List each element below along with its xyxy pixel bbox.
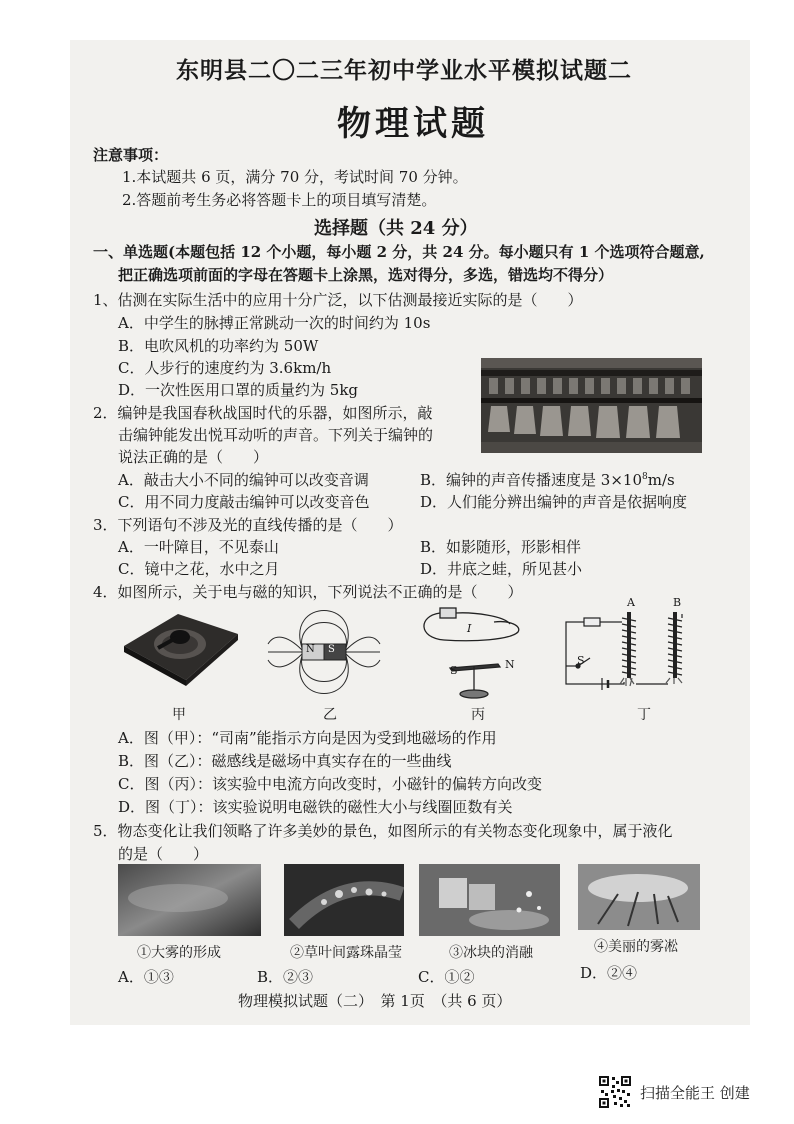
q1-stem: 1、估测在实际生活中的应用十分广泛，以下估测最接近实际的是（ ）	[93, 291, 583, 309]
subject-title: 物理试题	[337, 104, 489, 144]
figure-jia-sinan	[116, 604, 242, 686]
q2-stem-line3: 说法正确的是（ ）	[118, 448, 269, 466]
caption-ice: ③冰块的消融	[449, 945, 533, 961]
figure-ding-electromagnets	[560, 596, 710, 704]
q2-option-b-text: B．编钟的声音传播速度是 3×10	[420, 471, 642, 489]
q5-option-c: C．①②	[418, 968, 475, 986]
q5-option-a: A．①③	[118, 968, 174, 986]
q1-option-a: A．中学生的脉搏正常跳动一次的时间约为 10s	[118, 314, 431, 332]
q3-option-a: A．一叶障目，不见泰山	[118, 538, 279, 556]
figure-yi-magnet-field	[266, 604, 382, 700]
q3-option-c: C．镜中之花，水中之月	[118, 560, 280, 578]
exam-title: 东明县二〇二三年初中学业水平模拟试题二	[176, 57, 632, 84]
compass-s-label: S	[450, 664, 458, 677]
q4-option-a: A．图（甲）：“司南”能指示方向是因为受到地磁场的作用	[118, 729, 497, 747]
switch-s-label: S	[577, 654, 585, 667]
q3-option-d: D．井底之蛙，所见甚小	[420, 560, 583, 578]
q1-option-d: D．一次性医用口罩的质量约为 5kg	[118, 381, 359, 399]
q1-option-c: C．人步行的速度约为 3.6km/h	[118, 359, 332, 377]
notes-item-1: 1.本试题共 6 页，满分 70 分，考试时间 70 分钟。	[122, 168, 468, 186]
q4-option-b: B．图（乙）：磁感线是磁场中真实存在的一些曲线	[118, 752, 452, 770]
notes-heading: 注意事项：	[93, 146, 169, 164]
current-i-label: I	[467, 622, 472, 635]
caption-rime: ④美丽的雾凇	[594, 939, 678, 955]
photo-dew	[284, 864, 404, 936]
q2-option-a: A．敲击大小不同的编钟可以改变音调	[118, 471, 369, 489]
q4-stem: 4．如图所示，关于电与磁的知识，下列说法不正确的是（ ）	[93, 583, 523, 601]
figure-label-jia: 甲	[172, 707, 186, 723]
q2-option-b	[420, 469, 675, 490]
q4-option-d: D．图（丁）：该实验说明电磁铁的磁性大小与线圈匝数有关	[118, 798, 513, 816]
q5-stem-line2: 的是（ ）	[118, 845, 209, 863]
q3-option-b: B．如影随形，形影相伴	[420, 538, 582, 556]
q2-stem-line2: 击编钟能发出悦耳动听的声音。下列关于编钟的	[118, 426, 434, 444]
q2-option-d: D．人们能分辨出编钟的声音是依据响度	[420, 493, 688, 511]
photo-ice-melting	[419, 864, 560, 936]
coil-a-label: A	[627, 596, 635, 609]
photo-fog	[118, 864, 261, 936]
watermark-text: 扫描全能王 创建	[640, 1084, 750, 1102]
magnet-n-label: N	[306, 644, 315, 655]
q1-option-b: B．电吹风机的功率约为 50W	[118, 337, 319, 355]
coil-b-label: B	[673, 596, 682, 609]
q2-stem-line1: 2．编钟是我国春秋战国时代的乐器，如图所示，敲	[93, 404, 433, 422]
magnet-s-label: S	[328, 644, 335, 655]
notes-item-2: 2.答题前考生务必将答题卡上的项目填写清楚。	[122, 191, 437, 209]
section-instruction-2: 把正确选项前面的字母在答题卡上涂黑，选对得分，多选，错选均不得分）	[118, 266, 614, 284]
photo-rime	[578, 864, 700, 930]
caption-dew: ②草叶间露珠晶莹	[290, 945, 402, 961]
q5-option-b: B．②③	[257, 968, 314, 986]
compass-n-label: N	[505, 658, 515, 671]
figure-label-yi: 乙	[323, 707, 337, 723]
q5-stem-line1: 5．物态变化让我们领略了许多美妙的景色，如图所示的有关物态变化现象中，属于液化	[93, 822, 673, 840]
q3-stem: 3．下列语句不涉及光的直线传播的是（ ）	[93, 516, 403, 534]
q2-option-b-unit: m/s	[647, 471, 675, 489]
section-title: 选择题（共 24 分）	[314, 218, 478, 239]
caption-fog: ①大雾的形成	[137, 945, 221, 961]
q4-option-c: C．图（丙）：该实验中电流方向改变时，小磁针的偏转方向改变	[118, 775, 542, 793]
q5-option-d: D．②④	[580, 964, 638, 982]
section-instruction-1: 一、单选题(本题包括 12 个小题，每小题 2 分，共 24 分。每小题只有 1 个选项符合题意,	[93, 243, 705, 261]
figure-label-bing: 丙	[471, 707, 485, 723]
bianzhong-photo	[481, 358, 702, 453]
figure-label-ding: 丁	[637, 707, 651, 723]
page-footer: 物理模拟试题（二） 第 1页 （共 6 页）	[238, 992, 512, 1010]
q2-option-c: C．用不同力度敲击编钟可以改变音色	[118, 493, 370, 511]
figure-bing-oersted	[414, 604, 524, 702]
qr-code-icon	[598, 1075, 632, 1109]
q2-option-b-exponent: 8	[642, 472, 648, 482]
